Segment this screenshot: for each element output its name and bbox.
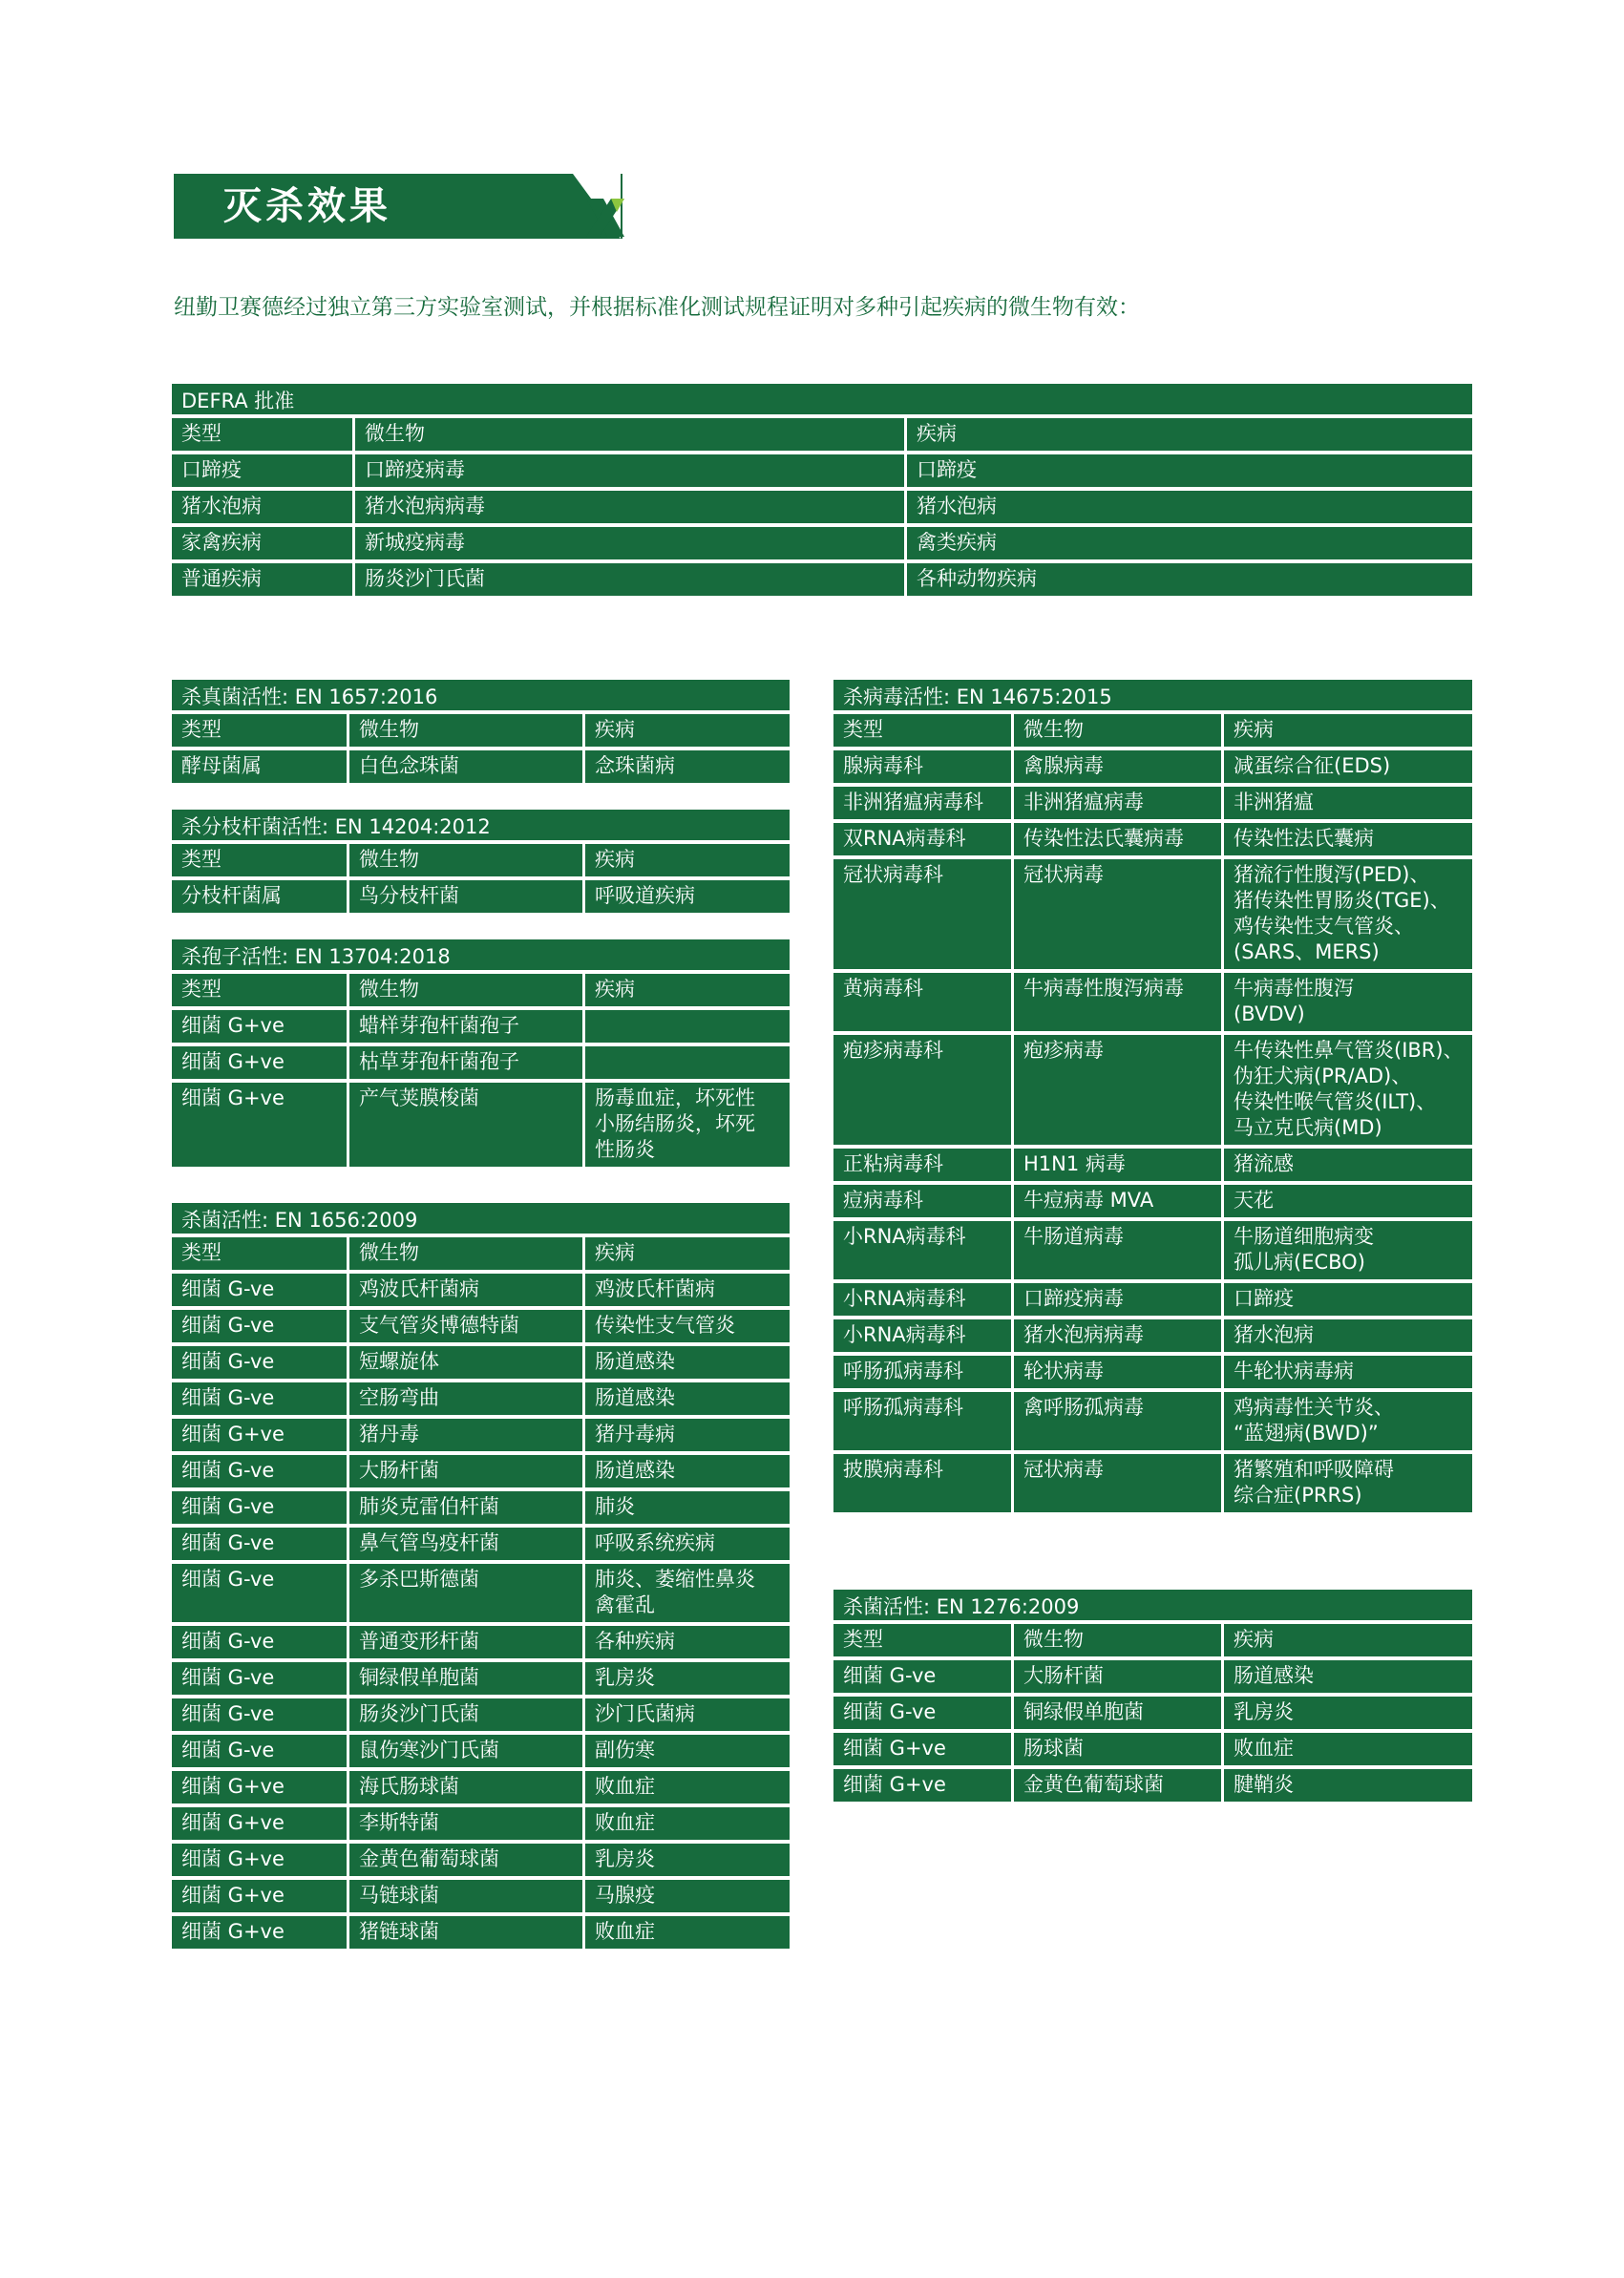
table-row <box>172 1346 790 1382</box>
table-cell: 马链球菌 <box>349 1880 585 1912</box>
table-cell: 马腺疫 <box>595 1884 655 1907</box>
table-cell: 细菌 G+ve <box>172 1419 349 1451</box>
column-header: 类型 <box>172 844 349 876</box>
table-cell: 肠炎沙门氏菌 <box>355 563 907 596</box>
table-row <box>172 1310 790 1346</box>
table-cell: 蜡样芽孢杆菌孢子 <box>349 1010 585 1043</box>
table-cell: H1N1 病毒 <box>1014 1149 1224 1181</box>
table-row <box>833 973 1472 1035</box>
table-cell: 大肠杆菌 <box>1014 1660 1224 1693</box>
table-cell: 非洲猪瘟病毒 <box>1014 787 1224 819</box>
table-cell: 猪流行性腹泻(PED)、 猪传染性胃肠炎(TGE)、 鸡传染性支气管炎、 (SARS、MERS) <box>1234 863 1450 963</box>
table-cell: 肠道感染 <box>595 1459 675 1482</box>
mycobactericidal-table <box>172 810 790 913</box>
table-cell: 肺炎 <box>595 1495 635 1518</box>
table-cell: 传染性支气管炎 <box>595 1314 735 1337</box>
column-header: 微生物 <box>1014 1624 1224 1656</box>
column-header: 类型 <box>172 418 355 451</box>
table-row <box>172 563 1472 596</box>
table-row <box>172 1626 790 1662</box>
table-row <box>172 880 790 913</box>
table-cell: 腺病毒科 <box>833 750 1014 783</box>
table-row <box>172 1771 790 1807</box>
bactericidal-1276-table <box>833 1590 1472 1802</box>
bactericidal-1656-table <box>172 1203 790 1949</box>
table-row <box>833 1733 1472 1769</box>
table-cell: 肠毒血症，坏死性 小肠结肠炎，坏死 性肠炎 <box>595 1086 755 1161</box>
table-cell: 牛传染性鼻气管炎(IBR)、 伪狂犬病(PR/AD)、 传染性喉气管炎(ILT)、 马立克氏病(MD) <box>1234 1039 1464 1139</box>
table-cell: 疱疹病毒科 <box>833 1035 1014 1145</box>
table-title: 杀孢子活性: EN 13704:2018 <box>172 939 790 974</box>
table-row <box>172 1491 790 1528</box>
column-header: 微生物 <box>1014 714 1224 747</box>
table-cell: 细菌 G+ve <box>833 1769 1014 1802</box>
table-cell: 大肠杆菌 <box>349 1455 585 1487</box>
virucidal-table <box>833 680 1472 1512</box>
table-row <box>172 1880 790 1916</box>
table-row <box>172 1844 790 1880</box>
table-cell: 败血症 <box>595 1775 655 1798</box>
table-cell: 产气荚膜梭菌 <box>349 1083 585 1167</box>
table-row <box>172 1735 790 1771</box>
table-cell: 传染性法氏囊病 <box>1234 827 1374 850</box>
table-cell: 细菌 G+ve <box>172 1916 349 1949</box>
table-cell: 肺炎、萎缩性鼻炎 禽霍乱 <box>595 1568 755 1616</box>
table-cell: 肠道感染 <box>595 1350 675 1373</box>
header-row <box>172 844 790 880</box>
sporicidal-table <box>172 939 790 1167</box>
table-cell: 披膜病毒科 <box>833 1454 1014 1512</box>
table-row <box>833 1697 1472 1733</box>
table-row <box>833 1035 1472 1149</box>
column-header: 疾病 <box>595 848 635 871</box>
column-header: 类型 <box>833 714 1014 747</box>
table-cell: 牛病毒性腹泻 (BVDV) <box>1234 977 1354 1025</box>
table-cell: 鸡病毒性关节炎、 “蓝翅病(BWD)” <box>1234 1396 1394 1445</box>
table-cell: 肠球菌 <box>1014 1733 1224 1765</box>
table-cell: 普通变形杆菌 <box>349 1626 585 1658</box>
table-cell: 细菌 G-ve <box>833 1697 1014 1729</box>
table-cell: 口蹄疫病毒 <box>355 454 907 487</box>
fungicidal-table <box>172 680 790 783</box>
table-cell: 小RNA病毒科 <box>833 1221 1014 1279</box>
column-header: 疾病 <box>595 1241 635 1264</box>
table-cell: 败血症 <box>1234 1737 1294 1760</box>
table-cell: 冠状病毒 <box>1014 859 1224 969</box>
table-cell: 细菌 G+ve <box>172 1010 349 1043</box>
table-cell: 细菌 G+ve <box>172 1880 349 1912</box>
header-row <box>833 1624 1472 1660</box>
table-cell: 猪水泡病 <box>1234 1323 1314 1346</box>
table-cell: 口蹄疫 <box>917 458 977 481</box>
table-cell: 细菌 G+ve <box>172 1844 349 1876</box>
table-cell: 牛病毒性腹泻病毒 <box>1014 973 1224 1031</box>
brand-x-icon <box>582 195 628 241</box>
table-cell: 细菌 G-ve <box>172 1735 349 1767</box>
table-title: DEFRA 批准 <box>172 384 1472 418</box>
table-row <box>172 1528 790 1564</box>
table-cell: 减蛋综合征(EDS) <box>1234 754 1391 777</box>
column-header: 微生物 <box>349 1237 585 1270</box>
table-title: 杀菌活性: EN 1276:2009 <box>833 1590 1472 1624</box>
table-cell: 猪链球菌 <box>349 1916 585 1949</box>
table-cell: 肠道感染 <box>1234 1664 1314 1687</box>
table-cell: 细菌 G-ve <box>172 1455 349 1487</box>
table-cell: 牛肠道细胞病变 孤儿病(ECBO) <box>1234 1225 1374 1274</box>
column-header: 疾病 <box>1234 1628 1274 1651</box>
table-row <box>172 1382 790 1419</box>
table-cell: 支气管炎博德特菌 <box>349 1310 585 1342</box>
table-row <box>833 1454 1472 1512</box>
table-cell: 猪丹毒 <box>349 1419 585 1451</box>
table-cell: 普通疾病 <box>172 563 355 596</box>
column-header: 疾病 <box>1234 718 1274 741</box>
table-cell: 新城疫病毒 <box>355 527 907 559</box>
table-cell: 牛肠道病毒 <box>1014 1221 1224 1279</box>
table-title: 杀分枝杆菌活性: EN 14204:2012 <box>172 810 790 844</box>
table-cell: 细菌 G-ve <box>172 1528 349 1560</box>
column-header: 微生物 <box>349 714 585 747</box>
table-cell: 口蹄疫病毒 <box>1014 1283 1224 1316</box>
table-cell: 金黄色葡萄球菌 <box>1014 1769 1224 1802</box>
table-row <box>172 750 790 783</box>
table-cell: 猪丹毒病 <box>595 1423 675 1445</box>
table-cell: 细菌 G-ve <box>172 1698 349 1731</box>
column-header: 微生物 <box>349 974 585 1006</box>
table-cell: 酵母菌属 <box>172 750 349 783</box>
table-cell: 铜绿假单胞菌 <box>1014 1697 1224 1729</box>
table-cell: 冠状病毒 <box>1014 1454 1224 1512</box>
table-cell: 铜绿假单胞菌 <box>349 1662 585 1695</box>
table-cell: 鼠伤寒沙门氏菌 <box>349 1735 585 1767</box>
column-header: 类型 <box>172 1237 349 1270</box>
table-cell: 轮状病毒 <box>1014 1356 1224 1388</box>
table-row <box>172 454 1472 491</box>
table-cell: 各种动物疾病 <box>917 567 1037 590</box>
section-banner <box>174 174 622 239</box>
table-cell: 疱疹病毒 <box>1014 1035 1224 1145</box>
table-cell: 猪水泡病 <box>917 495 997 517</box>
table-row <box>172 1807 790 1844</box>
table-title: 杀真菌活性: EN 1657:2016 <box>172 680 790 714</box>
column-header: 疾病 <box>595 718 635 741</box>
table-cell: 呼肠孤病毒科 <box>833 1392 1014 1450</box>
table-cell: 口蹄疫 <box>172 454 355 487</box>
column-header: 类型 <box>833 1624 1014 1656</box>
table-cell: 肺炎克雷伯杆菌 <box>349 1491 585 1524</box>
table-row <box>172 1662 790 1698</box>
table-row <box>172 1455 790 1491</box>
table-cell: 痘病毒科 <box>833 1185 1014 1217</box>
table-row <box>172 1010 790 1046</box>
table-cell: 正粘病毒科 <box>833 1149 1014 1181</box>
table-cell: 呼吸系统疾病 <box>595 1531 715 1554</box>
table-row <box>833 823 1472 859</box>
table-cell: 沙门氏菌病 <box>595 1702 695 1725</box>
table-cell: 白色念珠菌 <box>349 750 585 783</box>
table-cell: 细菌 G-ve <box>172 1346 349 1379</box>
table-cell: 双RNA病毒科 <box>833 823 1014 855</box>
column-header: 类型 <box>172 974 349 1006</box>
table-row <box>833 859 1472 973</box>
page-title: 灭杀效果 <box>223 184 391 228</box>
column-header: 微生物 <box>349 844 585 876</box>
table-row <box>833 1283 1472 1319</box>
table-row <box>172 1916 790 1949</box>
table-cell: 禽类疾病 <box>917 531 997 554</box>
table-cell: 海氏肠球菌 <box>349 1771 585 1803</box>
table-row <box>833 750 1472 787</box>
table-cell: 短螺旋体 <box>349 1346 585 1379</box>
table-row <box>833 1319 1472 1356</box>
table-cell <box>585 1010 790 1043</box>
header-row <box>833 714 1472 750</box>
table-cell: 空肠弯曲 <box>349 1382 585 1415</box>
table-cell: 鸡波氏杆菌病 <box>595 1277 715 1300</box>
header-row <box>172 418 1472 454</box>
table-row <box>833 1356 1472 1392</box>
table-cell: 副伤寒 <box>595 1739 655 1761</box>
table-cell: 禽呼肠孤病毒 <box>1014 1392 1224 1450</box>
table-cell: 非洲猪瘟 <box>1234 791 1314 813</box>
table-row <box>833 1769 1472 1802</box>
table-cell: 细菌 G-ve <box>172 1564 349 1622</box>
table-cell: 分枝杆菌属 <box>172 880 349 913</box>
table-row <box>833 787 1472 823</box>
table-cell: 细菌 G-ve <box>172 1626 349 1658</box>
table-row <box>172 1046 790 1083</box>
table-cell: 牛痘病毒 MVA <box>1014 1185 1224 1217</box>
table-cell: 天花 <box>1234 1189 1274 1212</box>
table-cell: 猪水泡病病毒 <box>355 491 907 523</box>
table-cell: 念珠菌病 <box>595 754 675 777</box>
table-cell: 细菌 G+ve <box>172 1807 349 1840</box>
table-cell: 小RNA病毒科 <box>833 1319 1014 1352</box>
table-cell: 败血症 <box>595 1920 655 1943</box>
table-cell: 细菌 G+ve <box>172 1046 349 1079</box>
table-cell: 肠道感染 <box>595 1386 675 1409</box>
table-row <box>172 1083 790 1167</box>
table-cell: 乳房炎 <box>1234 1700 1294 1723</box>
table-row <box>833 1185 1472 1221</box>
table-row <box>172 1419 790 1455</box>
table-cell: 李斯特菌 <box>349 1807 585 1840</box>
table-cell: 金黄色葡萄球菌 <box>349 1844 585 1876</box>
table-cell: 各种疾病 <box>595 1630 675 1653</box>
table-cell: 乳房炎 <box>595 1666 655 1689</box>
table-cell: 鸡波氏杆菌病 <box>349 1274 585 1306</box>
table-row <box>172 1564 790 1626</box>
column-header: 微生物 <box>355 418 907 451</box>
table-row <box>833 1221 1472 1283</box>
table-cell: 枯草芽孢杆菌孢子 <box>349 1046 585 1079</box>
table-cell: 牛轮状病毒病 <box>1234 1360 1354 1382</box>
table-cell: 冠状病毒科 <box>833 859 1014 969</box>
table-row <box>833 1660 1472 1697</box>
table-row <box>833 1392 1472 1454</box>
table-cell: 细菌 G+ve <box>172 1083 349 1167</box>
table-row <box>172 1274 790 1310</box>
defra-table <box>172 384 1472 596</box>
table-cell: 细菌 G+ve <box>172 1771 349 1803</box>
table-cell: 呼肠孤病毒科 <box>833 1356 1014 1388</box>
table-cell: 猪繁殖和呼吸障碍 综合症(PRRS) <box>1234 1458 1394 1507</box>
table-cell: 细菌 G-ve <box>172 1274 349 1306</box>
table-cell: 腱鞘炎 <box>1234 1773 1294 1796</box>
table-row <box>833 1149 1472 1185</box>
table-cell: 小RNA病毒科 <box>833 1283 1014 1316</box>
table-cell: 口蹄疫 <box>1234 1287 1294 1310</box>
table-cell: 呼吸道疾病 <box>595 884 695 907</box>
table-cell: 细菌 G-ve <box>833 1660 1014 1693</box>
table-cell: 细菌 G+ve <box>833 1733 1014 1765</box>
table-cell: 鼻气管鸟疫杆菌 <box>349 1528 585 1560</box>
table-cell: 细菌 G-ve <box>172 1310 349 1342</box>
header-row <box>172 1237 790 1274</box>
table-row <box>172 527 1472 563</box>
table-row <box>172 1698 790 1735</box>
table-cell: 细菌 G-ve <box>172 1491 349 1524</box>
table-cell: 非洲猪瘟病毒科 <box>833 787 1014 819</box>
header-row <box>172 714 790 750</box>
column-header: 疾病 <box>595 978 635 1001</box>
table-cell: 细菌 G-ve <box>172 1662 349 1695</box>
table-cell: 猪水泡病病毒 <box>1014 1319 1224 1352</box>
intro-text: 纽勤卫赛德经过独立第三方实验室测试，并根据标准化测试规程证明对多种引起疾病的微生物有效： <box>174 295 1140 320</box>
table-cell <box>585 1046 790 1079</box>
header-row <box>172 974 790 1010</box>
table-title: 杀菌活性: EN 1656:2009 <box>172 1203 790 1237</box>
table-cell: 肠炎沙门氏菌 <box>349 1698 585 1731</box>
table-cell: 多杀巴斯德菌 <box>349 1564 585 1622</box>
table-cell: 细菌 G-ve <box>172 1382 349 1415</box>
table-cell: 猪水泡病 <box>172 491 355 523</box>
table-cell: 家禽疾病 <box>172 527 355 559</box>
table-cell: 黄病毒科 <box>833 973 1014 1031</box>
table-cell: 传染性法氏囊病毒 <box>1014 823 1224 855</box>
table-cell: 鸟分枝杆菌 <box>349 880 585 913</box>
table-cell: 败血症 <box>595 1811 655 1834</box>
table-cell: 猪流感 <box>1234 1152 1294 1175</box>
column-header: 类型 <box>172 714 349 747</box>
column-header: 疾病 <box>917 422 957 445</box>
table-row <box>172 491 1472 527</box>
table-cell: 禽腺病毒 <box>1014 750 1224 783</box>
table-cell: 乳房炎 <box>595 1847 655 1870</box>
table-title: 杀病毒活性: EN 14675:2015 <box>833 680 1472 714</box>
